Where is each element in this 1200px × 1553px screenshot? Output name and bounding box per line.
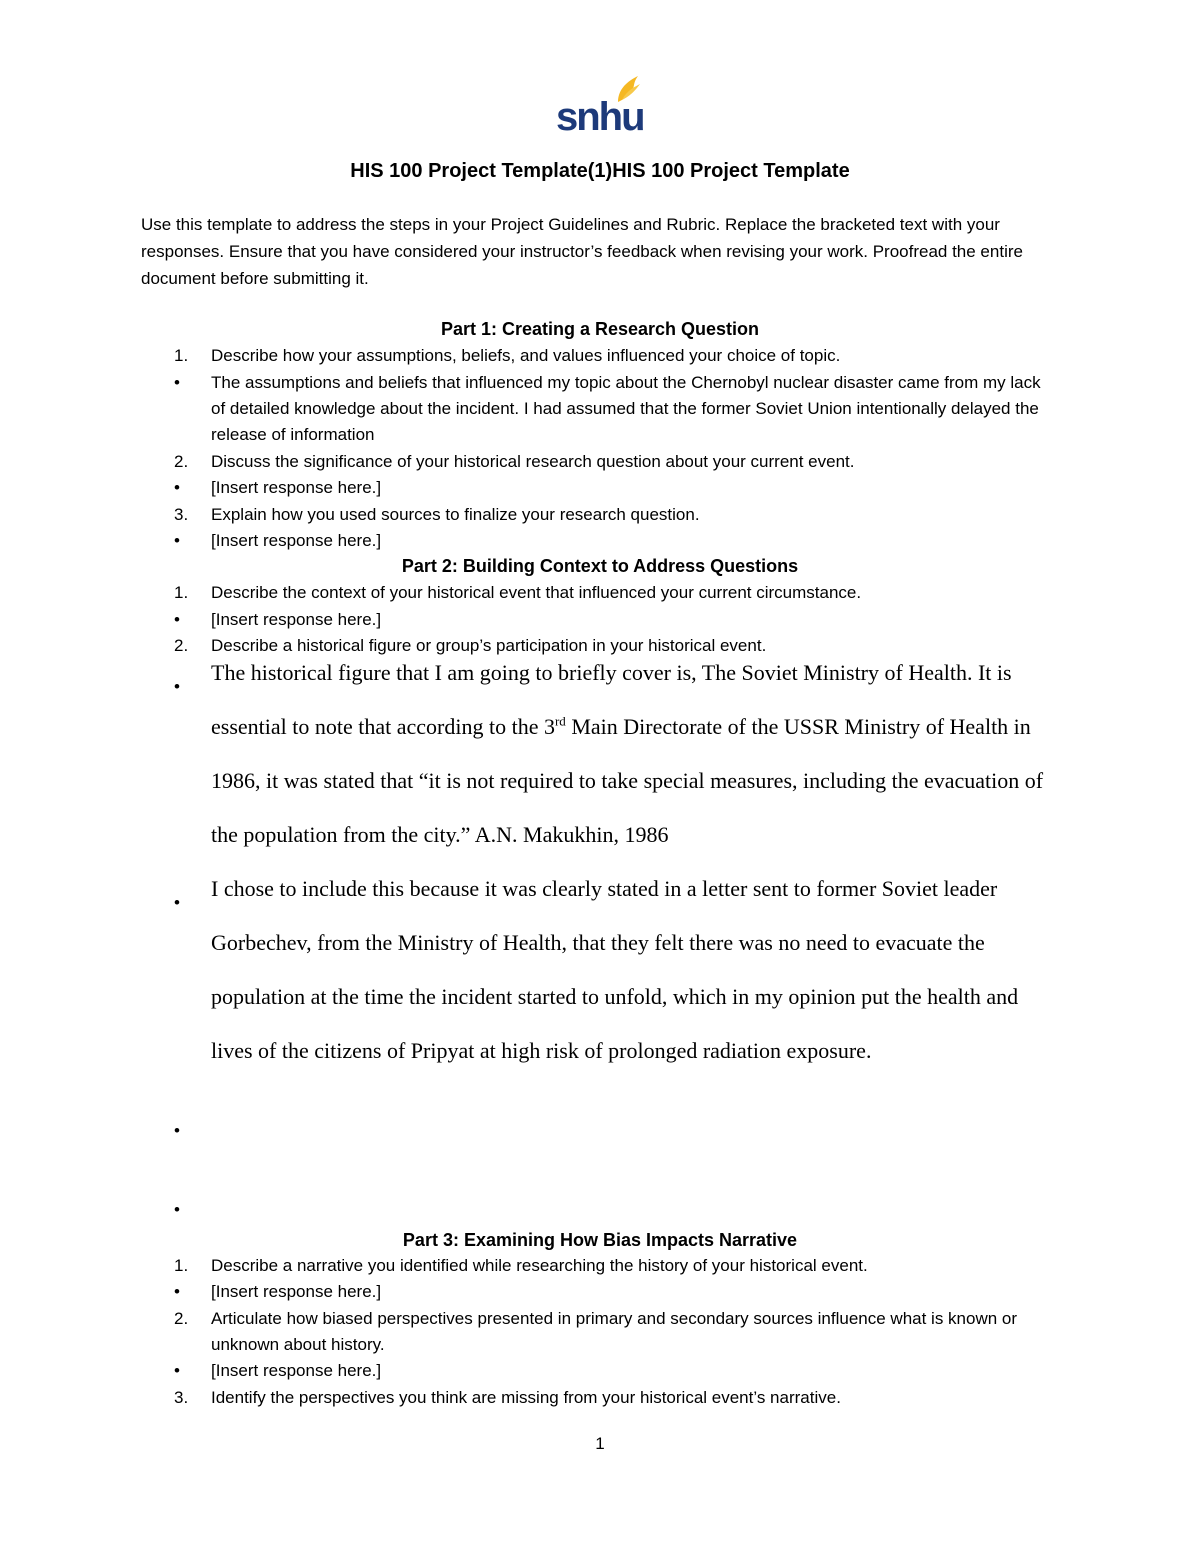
list-item [174,528,1054,554]
empty-bullet: • [174,1200,180,1219]
part2-heading: Part 2: Building Context to Address Questions [401,556,799,576]
response-reason-paragraph [174,862,1064,1078]
part1-heading: Part 1: Creating a Research Question [440,319,760,339]
list-text: Articulate how biased perspectives presented in primary and secondary sources influence what is known or unknown about history. [211,1309,1018,1354]
list-text: [Insert response here.] [211,610,382,629]
flame-icon [552,72,648,134]
empty-bullet: • [174,1121,180,1140]
list-item [174,449,1054,475]
list-marker: 3. [174,1388,189,1407]
list-item [174,580,1054,606]
response-text: I chose to include this because it was clearly stated in a letter sent to former Soviet leader Gorbechev, from the Ministry of Health, that they felt there was no need to evacuate the population at the time the incident started to unfold, which in my opinion put the health and lives of the citizens of Pripyat at high risk of prolonged radiation exposure. [211,876,1019,1063]
list-item [174,607,1054,633]
response-text: The historical figure that I am going to briefly cover is, The Soviet Ministry of Health. It is essential to note that according to the 3rd Main Directorate of the USSR Ministry of Health in 1986, it was stated that “it is not required to take special measures, including the evacuation of the population from the city.” A.N. Makukhin, 1986 [211,660,1044,847]
list-text: Describe the context of your historical event that influenced your current circumstance. [211,583,862,602]
list-marker: • [174,677,180,696]
list-item [174,1385,1054,1411]
list-text: [Insert response here.] [211,1361,382,1380]
list-text: [Insert response here.] [211,531,382,550]
list-marker: • [174,531,180,550]
list-text: Discuss the significance of your historical research question about your current event. [211,452,855,471]
logo-text: snhu [556,95,644,134]
list-item [174,343,1054,369]
list-marker: 1. [174,583,189,602]
list-marker: • [174,373,180,392]
list-marker: • [174,1361,180,1380]
list-text: [Insert response here.] [211,1282,382,1301]
list-text: Explain how you used sources to finalize your research question. [211,505,700,524]
snhu-logo [552,72,648,134]
list-item [174,1253,1054,1279]
response-figure-paragraph [174,646,1064,862]
list-marker: 3. [174,505,189,524]
part3-heading: Part 3: Examining How Bias Impacts Narrative [402,1230,798,1250]
list-text: Identify the perspectives you think are missing from your historical event’s narrative. [211,1388,841,1407]
list-item [174,370,1054,448]
list-marker: 2. [174,452,189,471]
list-text: Describe how your assumptions, beliefs, and values influenced your choice of topic. [211,346,841,365]
list-marker: • [174,1282,180,1301]
list-item [174,1358,1054,1384]
list-text: [Insert response here.] [211,478,382,497]
list-marker: 1. [174,1256,189,1275]
list-marker: • [174,610,180,629]
list-item [174,1279,1054,1305]
list-item [174,1306,1054,1358]
list-marker: 2. [174,636,189,655]
list-text: The assumptions and beliefs that influenced my topic about the Chernobyl nuclear disaster came from my lack of detailed knowledge about the incident. I had assumed that the former Soviet Union intentionally delayed the release of information [211,373,1041,444]
list-marker: • [174,893,180,912]
list-text: Describe a historical figure or group’s participation in your historical event. [211,636,767,655]
page-number: 1 [595,1434,605,1453]
document-title: HIS 100 Project Template(1)HIS 100 Project Template [350,160,850,182]
intro-paragraph: Use this template to address the steps in your Project Guidelines and Rubric. Replace the bracketed text with your responses. Ensure that you have considered your instructor’s feedback when revising your work. Proofread the entire document before submitting it. [141,215,1023,288]
list-marker: • [174,478,180,497]
list-item [174,502,1054,528]
list-item [174,475,1054,501]
list-marker: 2. [174,1309,189,1328]
list-marker: 1. [174,346,189,365]
list-text: Describe a narrative you identified while researching the history of your historical event. [211,1256,868,1275]
